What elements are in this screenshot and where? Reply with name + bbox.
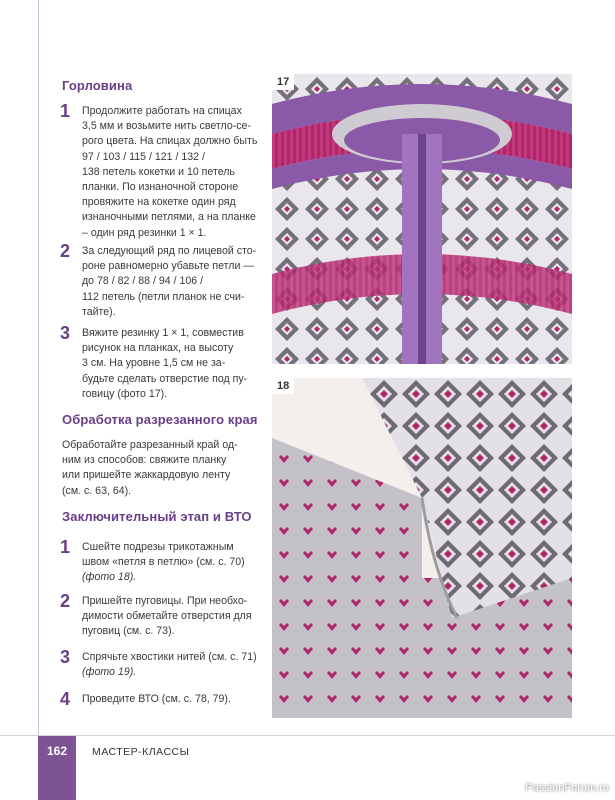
text-line: Проведите ВТО (см. с. 78, 79).: [82, 693, 231, 705]
text-line: (фото 19).: [82, 666, 137, 679]
step-number: 4: [60, 689, 71, 709]
photo-17: [272, 74, 572, 364]
step-text: [82, 104, 262, 241]
step-text: [82, 594, 262, 640]
page-number: 162: [46, 744, 68, 758]
photo-18: [272, 378, 572, 718]
margin-rule: [38, 0, 39, 735]
text-line: планки. По изнаночной стороне: [82, 181, 239, 194]
step-text: [82, 326, 262, 402]
text-line: 112 петель (петли планок не счи-: [82, 290, 245, 303]
section-title-cut-edge: Обработка разрезанного края: [62, 412, 258, 427]
photo-18-image: [272, 378, 572, 718]
text-line: провяжите на кокетке один ряд: [82, 196, 236, 209]
text-line: 3 см. На уровне 1,5 см не за-: [82, 357, 226, 370]
step-number: 2: [60, 591, 71, 611]
text-line: 138 петель кокетки и 10 петель: [82, 165, 235, 178]
text-line: (фото 18).: [82, 571, 137, 584]
photo-17-label: 17: [272, 74, 294, 90]
text-line: изнаночными петлями, а на планке: [82, 211, 256, 224]
text-line: роне равномерно убавьте петли —: [82, 260, 254, 273]
text-line: рого цвета. На спицах должно быть: [82, 135, 258, 148]
photo-17-image: [272, 74, 572, 364]
step-text: [82, 244, 262, 320]
text-line: – один ряд резинки 1 × 1.: [82, 226, 207, 239]
text-line: пуговиц (см. с. 73).: [82, 625, 175, 638]
running-title: МАСТЕР-КЛАССЫ: [92, 746, 190, 758]
section-title-final: Заключительный этап и ВТО: [62, 509, 252, 524]
footer-rule: [0, 735, 615, 736]
step-number: 3: [60, 647, 71, 667]
watermark: PassionForum.ru: [525, 782, 609, 794]
step-number: 3: [60, 323, 71, 343]
text-line: (см. с. 63, 64).: [62, 484, 132, 497]
text-line: Вяжите резинку 1 × 1, совместив: [82, 327, 244, 339]
text-line: будьте сделать отверстие под пу-: [82, 372, 248, 385]
text-line: говицу (фото 17).: [82, 387, 168, 400]
text-line: Сшейте подрезы трикотажным: [82, 541, 234, 553]
step-number: 1: [60, 101, 71, 121]
step-text: [82, 540, 262, 586]
step-number: 2: [60, 241, 71, 261]
text-line: 97 / 103 / 115 / 121 / 132 /: [82, 150, 205, 163]
text-line: рисунок на планках, на высоту: [82, 342, 234, 355]
section-title-neckline: Горловина: [62, 78, 133, 93]
step-text: [82, 692, 262, 707]
text-line: или пришейте жаккардовую ленту: [62, 469, 231, 482]
cut-edge-paragraph: [62, 438, 262, 499]
text-line: Обработайте разрезанный край од-: [62, 439, 238, 451]
text-line: димости обметайте отверстия для: [82, 610, 252, 623]
text-line: За следующий ряд по лицевой сто-: [82, 245, 257, 257]
text-line: Спрячьте хвостики нитей (см. с. 71): [82, 651, 257, 663]
text-line: Пришейте пуговицы. При необхо-: [82, 595, 248, 607]
text-line: тайте).: [82, 305, 116, 318]
text-line: Продолжите работать на спицах: [82, 105, 242, 117]
photo-18-label: 18: [272, 378, 294, 394]
text-line: швом «петля в петлю» (см. с. 70): [82, 556, 245, 569]
step-number: 1: [60, 537, 71, 557]
text-line: ним из способов: свяжите планку: [62, 454, 227, 467]
text-line: 3,5 мм и возьмите нить светло-се-: [82, 120, 251, 133]
text-line: до 78 / 82 / 88 / 94 / 106 /: [82, 275, 204, 288]
step-text: [82, 650, 262, 680]
